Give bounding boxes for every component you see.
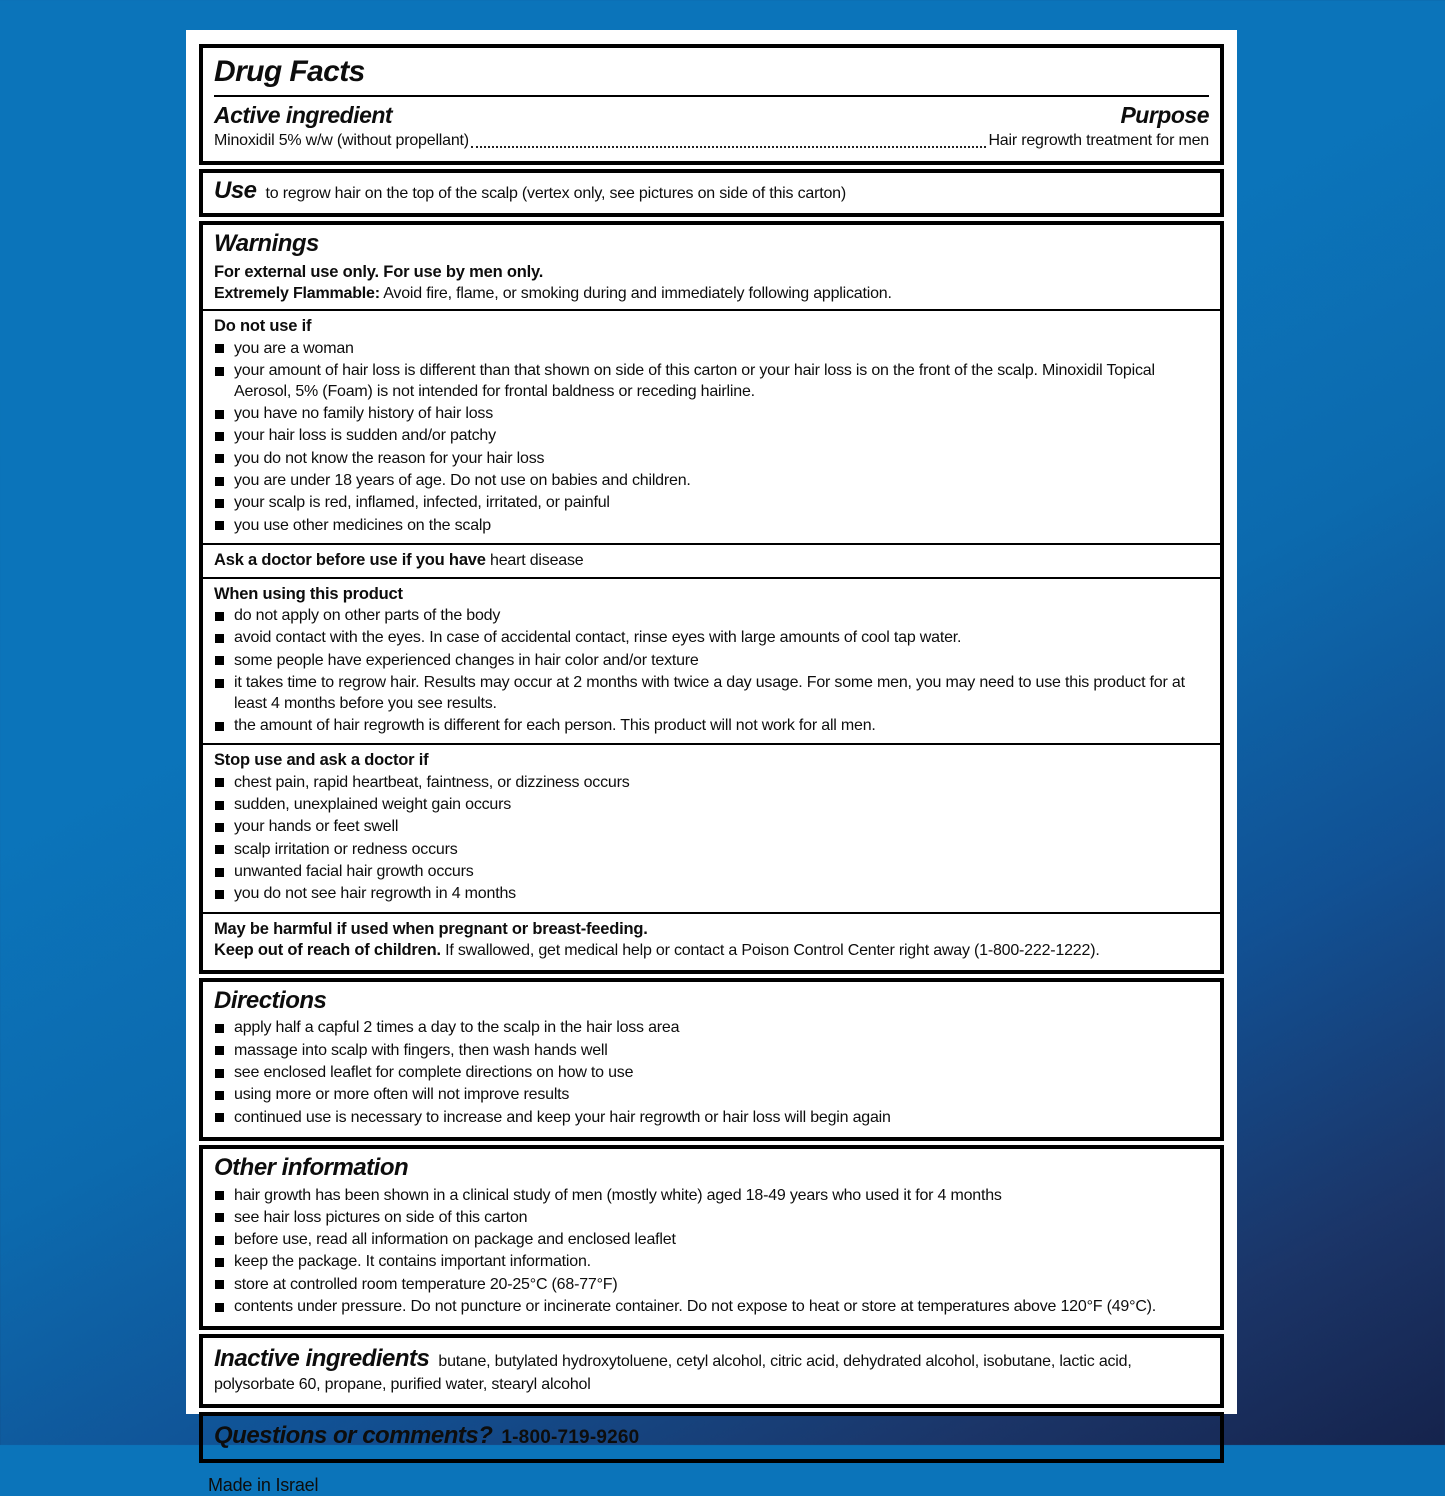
list-item: keep the package. It contains important information. [214, 1252, 1209, 1273]
flammable-bold: Extremely Flammable: [214, 284, 380, 302]
when-using-heading: When using this product [214, 584, 403, 603]
questions-heading: Questions or comments? [214, 1422, 493, 1450]
list-item: you have no family history of hair loss [214, 404, 1209, 425]
list-item: massage into scalp with fingers, then wash hands well [214, 1041, 1209, 1062]
ask-doctor-line [214, 550, 1209, 572]
use-row [214, 175, 1209, 206]
list-item: scalp irritation or redness occurs [214, 840, 1209, 861]
divider [203, 912, 1220, 914]
bullet-square-icon [215, 367, 224, 376]
directions-box [199, 978, 1224, 1141]
list-item: sudden, unexplained weight gain occurs [214, 795, 1209, 816]
do-not-use-heading: Do not use if [214, 317, 312, 336]
bullet-square-icon [215, 823, 224, 832]
do-not-use-section [214, 315, 1209, 539]
keep-out-bold: Keep out of reach of children. [214, 941, 441, 960]
bullet-square-icon [215, 454, 224, 463]
bullet-square-icon [215, 1191, 224, 1200]
use-text: to regrow hair on the top of the scalp (vertex only, see pictures on side of this carton) [265, 185, 846, 203]
flammable-rest: Avoid fire, flame, or smoking during and immediately following application. [379, 284, 892, 302]
when-using-list [214, 606, 1209, 737]
warnings-intro [214, 261, 1209, 305]
list-item: continued use is necessary to increase and keep your hair regrowth or hair loss will begin again [214, 1108, 1209, 1129]
keep-out-line [214, 940, 1209, 962]
drug-facts-title: Drug Facts [214, 50, 1209, 97]
other-information-box [199, 1145, 1224, 1330]
list-item: you do not know the reason for your hair loss [214, 449, 1209, 470]
bullet-square-icon [215, 344, 224, 353]
list-item: you use other medicines on the scalp [214, 516, 1209, 537]
ask-doctor-rest: heart disease [485, 551, 584, 569]
list-item: before use, read all information on package and enclosed leaflet [214, 1230, 1209, 1251]
divider [203, 743, 1220, 745]
do-not-use-list [214, 339, 1209, 537]
bullet-square-icon [215, 612, 224, 621]
bullet-square-icon [215, 1046, 224, 1055]
bullet-square-icon [215, 722, 224, 731]
inactive-ingredients-heading: Inactive ingredients [214, 1345, 430, 1373]
list-item: some people have experienced changes in hair color and/or texture [214, 651, 1209, 672]
stop-use-list [214, 773, 1209, 905]
bullet-square-icon [215, 868, 224, 877]
external-use-line: For external use only. For use by men only. [214, 263, 544, 282]
inactive-ingredients-text: butane, butylated hydroxytoluene, cetyl alcohol, citric acid, dehydrated alcohol, isobutane, lactic acid, polysorbate 60, propane, purified water, stearyl alcohol [214, 1353, 1132, 1393]
made-in-text: Made in Israel [208, 1475, 319, 1496]
list-item: contents under pressure. Do not puncture or incinerate container. Do not expose to heat or store at temperatures above 120°F (49°C). [214, 1297, 1209, 1318]
list-item: do not apply on other parts of the body [214, 606, 1209, 627]
bullet-square-icon [215, 1258, 224, 1267]
stop-use-section [214, 749, 1209, 907]
bullet-square-icon [215, 499, 224, 508]
divider [203, 543, 1220, 545]
bullet-square-icon [215, 1236, 224, 1245]
bullet-square-icon [215, 634, 224, 643]
divider [203, 577, 1220, 579]
purpose-value: Hair regrowth treatment for men [988, 132, 1209, 150]
list-item: unwanted facial hair growth occurs [214, 862, 1209, 883]
list-item: it takes time to regrow hair. Results may occur at 2 months with twice a day usage. For some men, you may need to use this product for at least 4 months before you see results. [214, 673, 1209, 715]
use-box [199, 169, 1224, 217]
flammable-line [214, 284, 1209, 305]
when-using-section [214, 583, 1209, 740]
ask-doctor-bold: Ask a doctor before use if you have [214, 550, 486, 569]
keep-out-rest: If swallowed, get medical help or contact a Poison Control Center right away (1-800-222-1222). [440, 942, 1100, 960]
list-item: see enclosed leaflet for complete directions on how to use [214, 1063, 1209, 1084]
questions-phone-number: 1-800-719-9260 [501, 1427, 640, 1449]
bullet-square-icon [215, 1303, 224, 1312]
list-item: chest pain, rapid heartbeat, faintness, or dizziness occurs [214, 773, 1209, 794]
bullet-square-icon [215, 845, 224, 854]
stop-use-heading: Stop use and ask a doctor if [214, 751, 429, 770]
bullet-square-icon [215, 1113, 224, 1122]
list-item: apply half a capful 2 times a day to the scalp in the hair loss area [214, 1018, 1209, 1039]
label-panel [186, 30, 1237, 1496]
list-item: see hair loss pictures on side of this carton [214, 1208, 1209, 1229]
list-item: you are under 18 years of age. Do not use on babies and children. [214, 471, 1209, 492]
inactive-ingredients-row [214, 1340, 1209, 1397]
dot-leader [471, 146, 987, 148]
bullet-square-icon [215, 890, 224, 899]
list-item: your hands or feet swell [214, 817, 1209, 838]
list-item: your hair loss is sudden and/or patchy [214, 426, 1209, 447]
list-item: your scalp is red, inflamed, infected, irritated, or painful [214, 493, 1209, 514]
bullet-square-icon [215, 477, 224, 486]
list-item: you do not see hair regrowth in 4 months [214, 884, 1209, 905]
directions-list [214, 1018, 1209, 1128]
divider [203, 309, 1220, 311]
inactive-ingredients-box [199, 1334, 1224, 1408]
list-item: store at controlled room temperature 20-25°C (68-77°F) [214, 1275, 1209, 1296]
list-item: using more or more often will not improve results [214, 1085, 1209, 1106]
ask-doctor-section [214, 549, 1209, 573]
bullet-square-icon [215, 1091, 224, 1100]
warnings-box [199, 221, 1224, 973]
pregnancy-children-section [214, 918, 1209, 963]
title-active-ingredient-box [199, 44, 1224, 165]
list-item: your amount of hair loss is different than that shown on side of this carton or your hair loss is on the front of the scalp. Minoxidil Topical Aerosol, 5% (Foam) is not intended for frontal baldness or receding hairline. [214, 361, 1209, 403]
harmful-line: May be harmful if used when pregnant or breast-feeding. [214, 919, 648, 938]
bullet-square-icon [215, 410, 224, 419]
warnings-heading: Warnings [214, 230, 319, 258]
list-item: hair growth has been shown in a clinical study of men (mostly white) aged 18-49 years who used it for 4 months [214, 1186, 1209, 1207]
bullet-square-icon [215, 1024, 224, 1033]
active-ingredient-row [214, 131, 1209, 154]
list-item: avoid contact with the eyes. In case of accidental contact, rinse eyes with large amounts of cool tap water. [214, 628, 1209, 649]
bullet-square-icon [215, 801, 224, 810]
other-information-list [214, 1186, 1209, 1318]
bullet-square-icon [215, 1213, 224, 1222]
bullet-square-icon [215, 778, 224, 787]
bullet-square-icon [215, 656, 224, 665]
active-ingredient-header-row [214, 97, 1209, 131]
use-heading: Use [214, 177, 257, 205]
bullet-square-icon [215, 1280, 224, 1289]
list-item: the amount of hair regrowth is different for each person. This product will not work for all men. [214, 716, 1209, 737]
bullet-square-icon [215, 521, 224, 530]
other-information-heading: Other information [214, 1153, 409, 1181]
bullet-square-icon [215, 679, 224, 688]
purpose-heading: Purpose [1120, 102, 1209, 128]
directions-heading: Directions [214, 986, 327, 1014]
list-item: you are a woman [214, 339, 1209, 360]
bullet-square-icon [215, 1069, 224, 1078]
questions-box [199, 1412, 1224, 1463]
active-ingredient-heading: Active ingredient [214, 102, 393, 128]
questions-row [214, 1418, 1209, 1452]
bullet-square-icon [215, 432, 224, 441]
active-ingredient-name: Minoxidil 5% w/w (without propellant) [214, 132, 469, 150]
